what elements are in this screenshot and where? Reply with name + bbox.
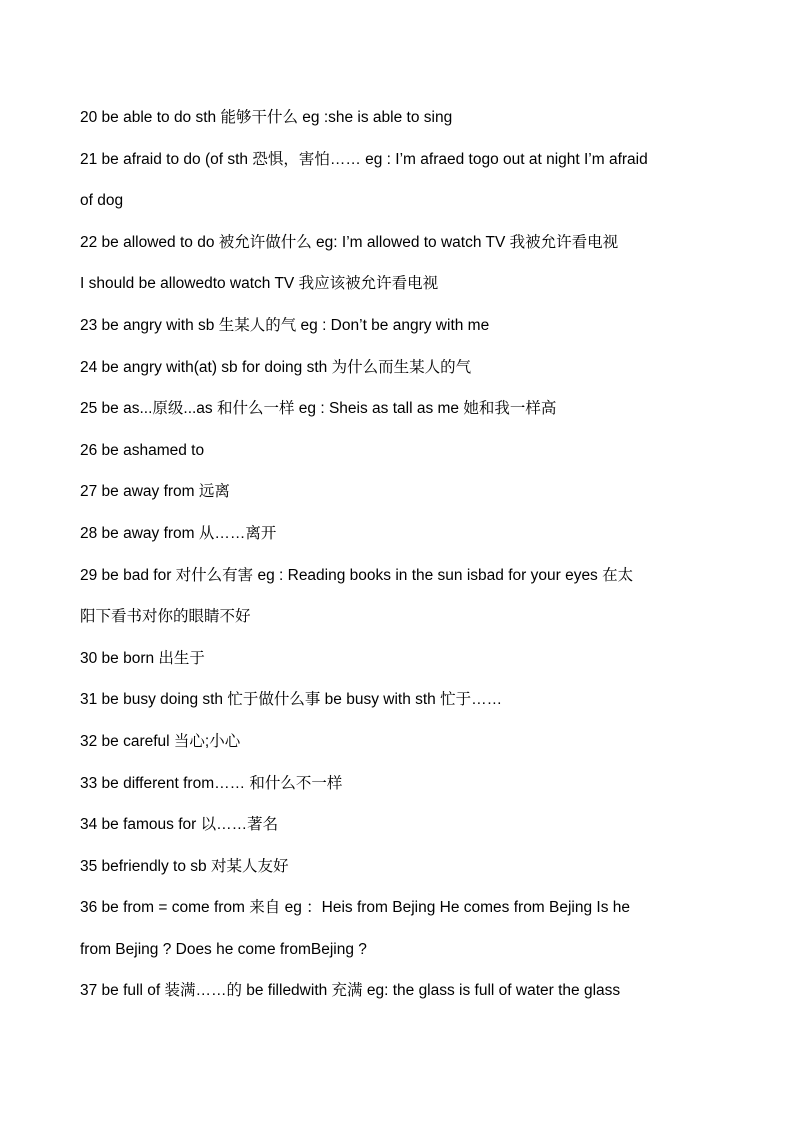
text-line: 23 be angry with sb 生某人的气 eg : Don’t be angry with me bbox=[80, 316, 490, 334]
text-line: 37 be full of 装满……的 be filledwith 充满 eg: the glass is full of water the glass bbox=[80, 982, 621, 1000]
text-line: 20 be able to do sth 能够干什么 eg :she is able to sing bbox=[80, 109, 453, 126]
text-line: 34 be famous for 以……著名 bbox=[80, 816, 279, 834]
text-line: 25 be as...原级...as 和什么一样 eg : Sheis as tall as me 她和我一样高 bbox=[80, 400, 557, 418]
text-line: 30 be born 出生于 bbox=[80, 649, 205, 667]
text-line: 27 be away from 远离 bbox=[80, 483, 230, 501]
text-line: 22 be allowed to do 被允许做什么 eg: I’m allowed to watch TV 我被允许看电视 bbox=[80, 233, 619, 251]
document-body bbox=[80, 97, 720, 1012]
text-line: 36 be from = come from 来自 eg ：Heis from Bejing He comes from Bejing Is he bbox=[80, 899, 631, 917]
text-line: 29 be bad for 对什么有害 eg : Reading books in the sun isbad for your eyes 在太 bbox=[80, 566, 634, 584]
text-line: 32 be careful 当心;小心 bbox=[80, 732, 241, 750]
text-line: from Bejing ? Does he come fromBejing ? bbox=[80, 940, 367, 958]
text-line: I should be allowedto watch TV 我应该被允许看电视 bbox=[80, 275, 439, 293]
text-line: 35 befriendly to sb 对某人友好 bbox=[80, 857, 289, 875]
text-line: 21 be afraid to do (of sth 恐惧，害怕…… eg : I’m afraed togo out at night I’m afraid bbox=[80, 150, 648, 168]
text-line: 26 be ashamed to bbox=[80, 441, 205, 459]
text-line: 28 be away from 从……离开 bbox=[80, 524, 277, 542]
text-line: 31 be busy doing sth 忙于做什么事 be busy with sth 忙于…… bbox=[80, 691, 503, 709]
text-line: 33 be different from…… 和什么不一样 bbox=[80, 774, 343, 792]
text-line: of dog bbox=[80, 192, 124, 210]
text-line: 阳下看书对你的眼睛不好 bbox=[80, 608, 251, 626]
text-line: 24 be angry with(at) sb for doing sth 为什么而生某人的气 bbox=[80, 358, 472, 376]
